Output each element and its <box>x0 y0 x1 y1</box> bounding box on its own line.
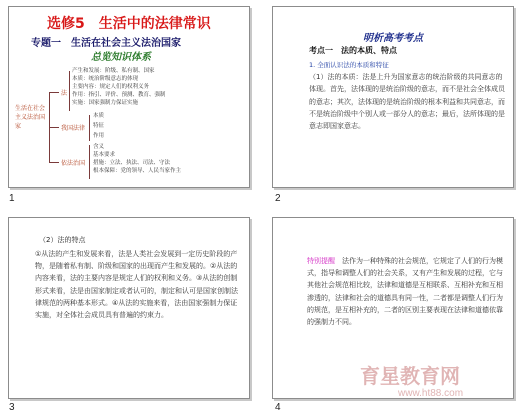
mindmap-connector <box>89 115 90 141</box>
mindmap-leaf: 措施：立法、执法、司法、守法 <box>93 160 171 166</box>
mindmap-leaf: 本质 <box>93 113 105 119</box>
mindmap-branch: 我国法律 <box>61 125 86 132</box>
mindmap-leaf: 特征 <box>93 123 105 129</box>
slide-title: 明析高考考点 <box>363 33 423 44</box>
mindmap-connector <box>89 145 90 179</box>
slide-1[interactable] <box>8 6 250 188</box>
slide-number: 3 <box>9 402 15 413</box>
mindmap-root: 生活在社会主义法治国家 <box>15 105 46 130</box>
slide-2[interactable] <box>272 6 514 188</box>
mindmap-connector <box>49 162 59 163</box>
mindmap-leaf: 本质：统治阶级意志的体现 <box>72 76 139 82</box>
mindmap-leaf: 产生和发展：阶级、私有制、国家 <box>72 68 155 74</box>
mindmap-branch: 依法治国 <box>61 160 86 167</box>
slide-number: 4 <box>275 402 281 413</box>
mindmap-leaf: 含义 <box>93 144 105 150</box>
slide-3[interactable] <box>8 217 250 399</box>
mindmap-leaf: 根本保障：党的领导、人民当家作主 <box>93 168 182 174</box>
mindmap-connector <box>49 92 59 93</box>
slide-number: 1 <box>9 193 15 204</box>
mindmap-leaf: 基本要求 <box>93 152 116 158</box>
slide-body-text: ①从法的产生和发展来看，法是人类社会发展到一定历史阶段的产物，是随着私有制、阶级和国家的出现而产生和发展的。②从法的内容来看，法的主要内容是规定人们的权利和义务。③从法的创制形式来看，法是由国家制定或者认可的，制定和认可是国家创制法律规范的两种基本形式。④从法的实施来看，法由国家强制力保证实施，对全体社会成员具有普遍的约束力。 <box>35 250 238 320</box>
mindmap-leaf: 作用：指引、评价、预测、教育、强制 <box>72 92 166 98</box>
highlight-label: 特别提醒 <box>307 257 335 265</box>
slide-number: 2 <box>275 193 281 204</box>
slide-body-text: （1）法的本质：法是上升为国家意志的统治阶级的共同意志的体现。首先，法体现的是统治阶级的意志，而不是社会全体成员的意志；其次，法体现的是统治阶级的根本利益和共同意志，而不是统治阶级中个别人或一部分人的意志；最后，法所体现的是意志即国家意志。 <box>309 73 505 131</box>
slide-subtitle-2: 总览知识体系 <box>91 52 151 63</box>
mindmap-leaf: 实施：国家强制力保证实施 <box>72 100 139 106</box>
slide-subtitle: 专题一 生活在社会主义法治国家 <box>31 38 181 49</box>
slide-section-heading: 1. 全面认识法的本质和特征 <box>309 61 389 69</box>
watermark-logo: 育星教育网 <box>360 364 460 388</box>
mindmap-leaf: 主要内容：规定人们的权利义务 <box>72 84 150 90</box>
slide-body <box>307 255 505 328</box>
slide-topic: 考点一 法的本质、特点 <box>309 46 397 55</box>
slide-body-text: 法作为一种特殊的社会规范，它规定了人们的行为模式，指导和调整人们的社会关系，又有产生和发展的过程，它与其他社会规范相比较，法律和道德是互相联系、互相补充和互相渗透的，法律和社会的道德具有同一性，二者都是调整人们行为的规范，是互相补充的，二者的区别主要表现在法律和道德依靠的强制力不同。 <box>307 257 503 327</box>
mindmap-leaf: 作用 <box>93 133 105 139</box>
mindmap-branch: 法 <box>61 90 68 97</box>
mindmap-connector <box>69 71 70 111</box>
slide-title: 选修5 生活中的法律常识 <box>47 16 211 32</box>
mindmap-connector <box>49 127 59 128</box>
slide-heading: （2）法的特点 <box>39 236 86 244</box>
watermark-url: www.ht88.com <box>398 388 464 399</box>
